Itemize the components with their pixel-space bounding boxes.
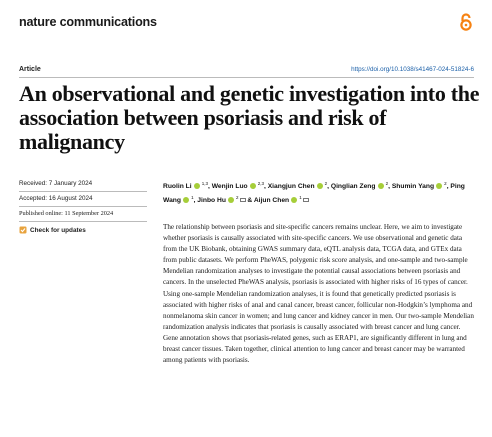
author-affiliation: 2 xyxy=(384,181,389,186)
author-name[interactable]: Qinglian Zeng xyxy=(330,183,376,191)
abstract-text: The relationship between psoriasis and site-specific cancers remains unclear. Here, we aim to investigate whether psoriasis is causally associated with site-specific cancers. We use observational and genetic data from the UK Biobank, obtaining GWAS summary data, eQTL analysis data, TCGA data, and GTEx data from public datasets. We perform PheWAS, polygenic risk score analysis, and one-sample and two-sample Mendelian randomization analyses to investigate the potential causal associations between psoriasis and cancers. In the unselected PheWAS analysis, psoriasis is associated with higher risks of 16 types of cancer. Using one-sample Mendelian randomization analyses, it is found that genetically predicted psoriasis is associated with higher risks of anal and canal cancer, breast cancer, follicular non-Hodgkin’s lymphoma and nonmelanoma skin cancer in women; and lung cancer and kidney cancer in men. Our two-sample Mendelian randomization analysis indicates that psoriasis is causally associated with breast cancer and lung cancer. Gene annotation shows that psoriasis-related genes, such as ERAP1, are significantly different in lung and breast cancer tissues. Taken together, clinical attention to lung cancer and breast cancer may be warranted among patients with psoriasis. xyxy=(163,223,474,365)
received-date: Received: 7 January 2024 xyxy=(19,177,147,192)
article-dates xyxy=(19,177,147,234)
orcid-icon[interactable] xyxy=(228,197,234,203)
check-for-updates-button[interactable] xyxy=(19,222,147,234)
author-affiliation: 2 xyxy=(323,181,328,186)
article-type: Article xyxy=(19,66,41,73)
author-affiliation: 2 xyxy=(234,195,239,201)
header-divider xyxy=(19,77,474,78)
author-name[interactable]: Aijun Chen xyxy=(253,197,290,205)
orcid-icon[interactable] xyxy=(436,183,442,189)
open-access-icon xyxy=(459,13,473,31)
orcid-icon[interactable] xyxy=(183,197,189,203)
check-for-updates-icon xyxy=(19,226,27,234)
author-name[interactable]: Jinbo Hu xyxy=(197,197,226,205)
author-affiliation: 2,3 xyxy=(256,181,264,186)
orcid-icon[interactable] xyxy=(317,183,323,189)
author-name[interactable]: Ping Wang xyxy=(163,183,465,205)
author-affiliation: 1 xyxy=(297,195,302,201)
check-for-updates-label: Check for updates xyxy=(30,226,86,234)
author-name[interactable]: Shumin Yang xyxy=(391,183,435,191)
published-date: Published online: 11 September 2024 xyxy=(19,207,147,222)
doi-link[interactable]: https://doi.org/10.1038/s41467-024-51824-6 xyxy=(351,66,474,73)
accepted-date: Accepted: 16 August 2024 xyxy=(19,192,147,207)
author-name[interactable]: Xiangjun Chen xyxy=(267,183,315,191)
author-affiliation: 2 xyxy=(442,181,447,186)
author-affiliation: 1,3 xyxy=(200,181,208,186)
article-title: An observational and genetic investigation into the association between psoriasis and risk of malignancy xyxy=(19,81,480,154)
author-name[interactable]: Wenjin Luo xyxy=(211,183,248,191)
author-list: Ruolin Li $^{1,3}$, Wenjin Luo $^{2,3}$, Xiangjun Chen $^2$, Qinglian Zeng $^2$, Shumin Yang $^2$, Ping Wang $^1$, Jinbo Hu $^2$ & Aijun Chen $^1$ xyxy=(163,181,465,205)
author-name[interactable]: Ruolin Li xyxy=(163,183,192,191)
orcid-icon[interactable] xyxy=(378,183,384,189)
author-affiliation: 1 xyxy=(189,195,194,201)
email-icon[interactable] xyxy=(303,198,309,203)
orcid-icon[interactable] xyxy=(291,197,297,203)
email-icon[interactable] xyxy=(240,198,246,203)
journal-name[interactable]: nature communications xyxy=(19,15,157,29)
